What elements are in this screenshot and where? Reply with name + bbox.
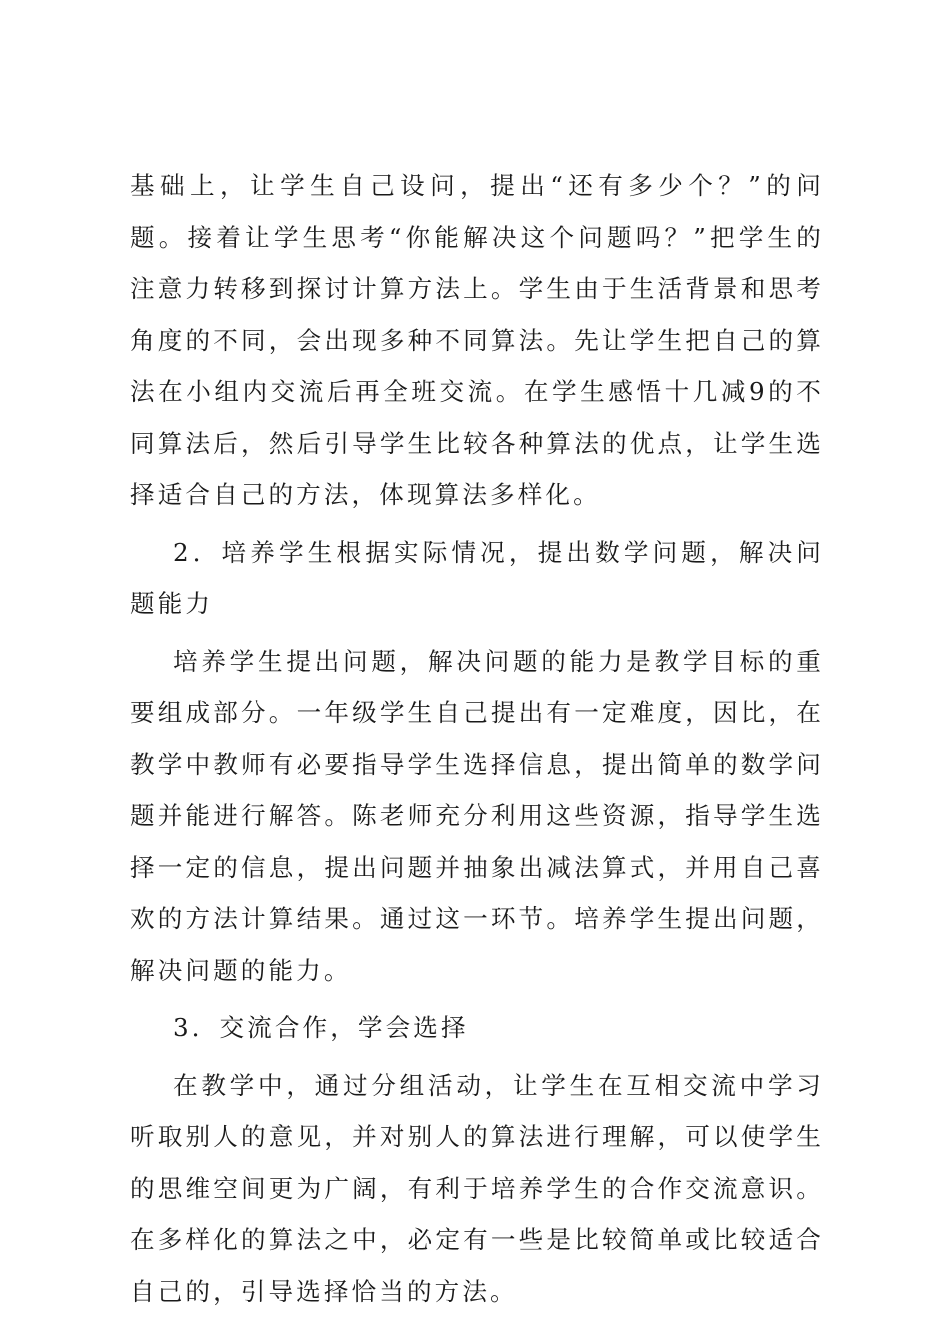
section-heading-3: 3．交流合作，学会选择 <box>173 1013 469 1042</box>
document-body <box>130 160 824 1317</box>
paragraph-continuation: 基础上，让学生自己设问，提出“还有多少个？”的问题。接着让学生思考“你能解决这个问题吗？”把学生的注意力转移到探讨计算方法上。学生由于生活背景和思考角度的不同，会出现多种不同算法。先让学生把自己的算法在小组内交流后再全班交流。在学生感悟十几减9的不同算法后，然后引导学生比较各种算法的优点，让学生选择适合自己的方法，体现算法多样化。 <box>130 171 824 509</box>
section-heading-2: 2．培养学生根据实际情况，提出数学问题，解决问题能力 <box>130 537 824 618</box>
paragraph-section-3: 在教学中，通过分组活动，让学生在互相交流中学习听取别人的意见，并对别人的算法进行理解，可以使学生的思维空间更为广阔，有利于培养学生的合作交流意识。在多样化的算法之中，必定有一些是比较简单或比较适合自己的，引导选择恰当的方法。 <box>130 1070 824 1306</box>
paragraph-section-2: 培养学生提出问题，解决问题的能力是教学目标的重要组成部分。一年级学生自己提出有一定难度，因比，在教学中教师有必要指导学生选择信息，提出简单的数学问题并能进行解答。陈老师充分利用这些资源，指导学生选择一定的信息，提出问题并抽象出减法算式，并用自己喜欢的方法计算结果。通过这一环节。培养学生提出问题，解决问题的能力。 <box>130 646 824 985</box>
